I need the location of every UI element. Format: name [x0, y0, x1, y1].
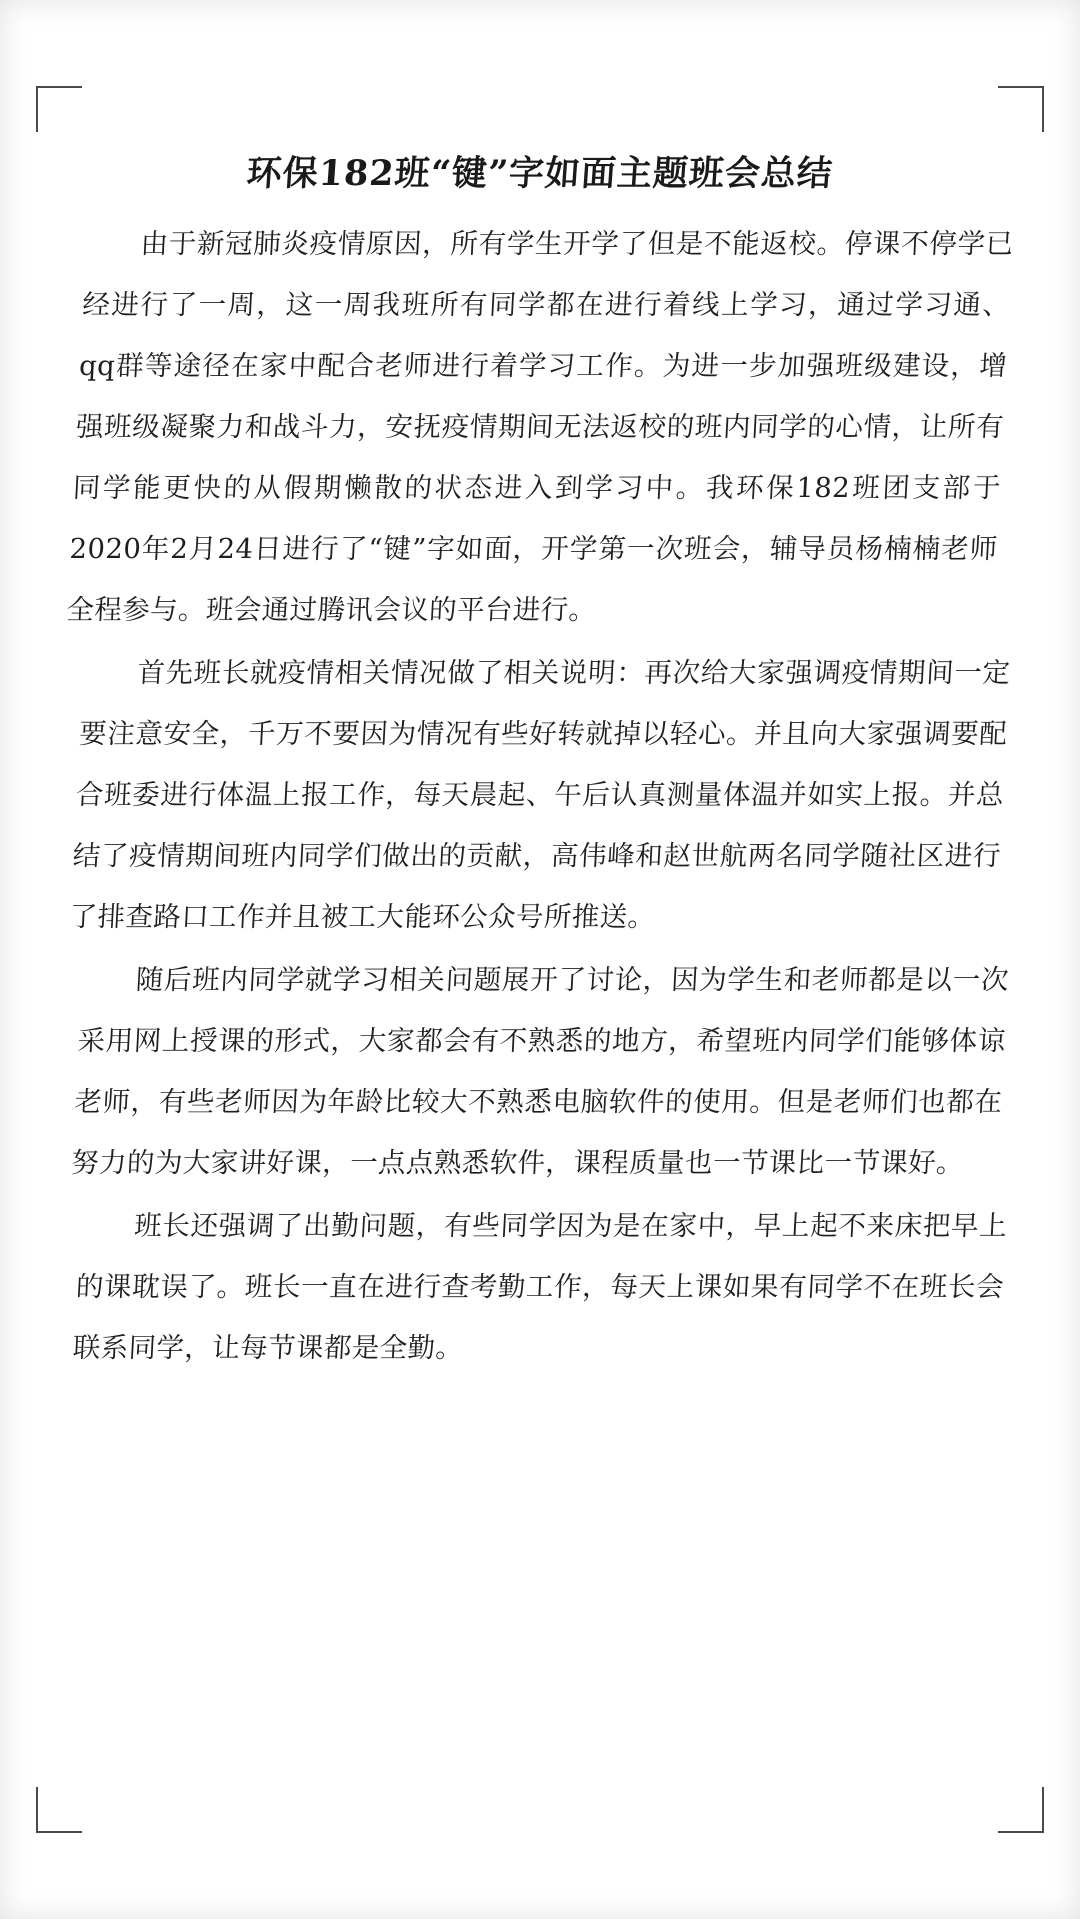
paragraph-2: 首先班长就疫情相关情况做了相关说明：再次给大家强调疫情期间一定要注意安全，千万不要因为情况有些好转就掉以轻心。并且向大家强调要配合班委进行体温上报工作，每天晨起、午后认真测量体温并如实上报。并总结了疫情期间班内同学们做出的贡献，高伟峰和赵世航两名同学随社区进行了排查路口工作并且被工大能环公众号所推送。 [68, 657, 1012, 933]
document-body [65, 120, 1015, 1381]
paragraph-1: 由于新冠肺炎疫情原因，所有学生开学了但是不能返校。停课不停学已经进行了一周，这一周我班所有同学都在进行着线上学习，通过学习通、qq群等途径在家中配合老师进行着学习工作。为进一步加强班级建设，增强班级凝聚力和战斗力，安抚疫情期间无法返校的班内同学的心情，让所有同学能更快的从假期懒散的状态进入到学习中。我环保182班团支部于2020年2月24日进行了“键”字如面，开学第一次班会，辅导员杨楠楠老师全程参与。班会通过腾讯会议的平台进行。 [65, 228, 1015, 626]
crop-mark-top-right [998, 86, 1044, 132]
crop-mark-bottom-left [36, 1787, 82, 1833]
paragraph-4: 班长还强调了出勤问题，有些同学因为是在家中，早上起不来床把早上的课耽误了。班长一直在进行查考勤工作，每天上课如果有同学不在班长会联系同学，让每节课都是全勤。 [71, 1210, 1009, 1364]
crop-mark-bottom-right [998, 1787, 1044, 1833]
paragraph-3: 随后班内同学就学习相关问题展开了讨论，因为学生和老师都是以一次采用网上授课的形式，大家都会有不熟悉的地方，希望班内同学们能够体谅老师，有些老师因为年龄比较大不熟悉电脑软件的使用。但是老师们也都在努力的为大家讲好课，一点点熟悉软件，课程质量也一节课比一节课好。 [70, 964, 1010, 1179]
page-title: 环保182班“键”字如面主题班会总结 [245, 153, 835, 194]
